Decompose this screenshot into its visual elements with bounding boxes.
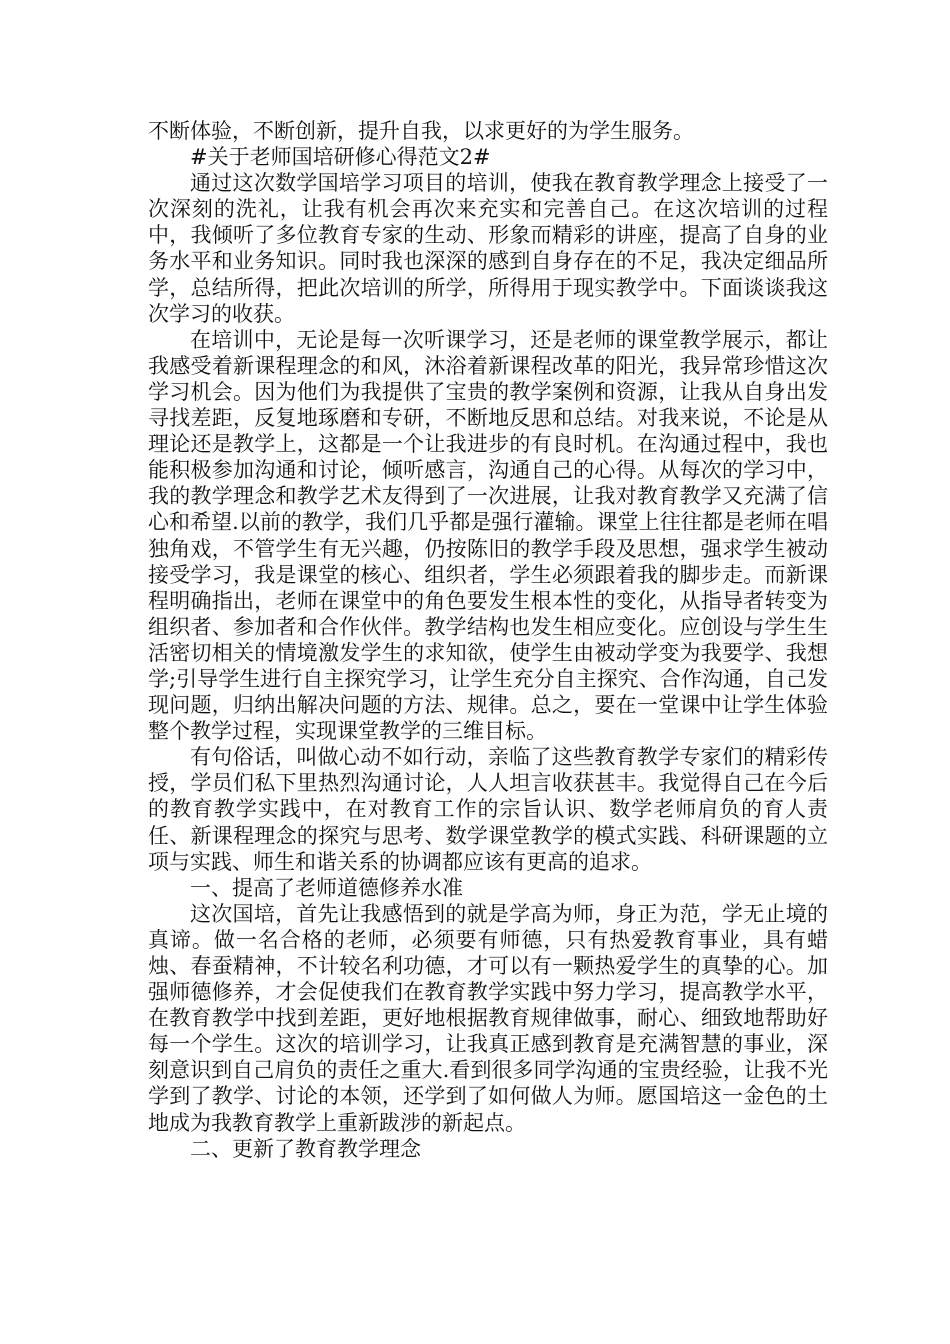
paragraph-training: 在培训中，无论是每一次听课学习，还是老师的课堂教学展示，都让我感受着新课程理念的和风，沐浴着新课程改革的阳光，我异常珍惜这次学习机会。因为他们为我提供了宝贵的教学案例和资源，让我从自身出发寻找差距，反复地琢磨和专研，不断地反思和总结。对我来说，不论是从理论还是教学上，这都是一个让我进步的有良时机。在沟通过程中，我也能积极参加沟通和讨论，倾听感言，沟通自己的心得。从每次的学习中，我的教学理念和教学艺术友得到了一次进展，让我对教育教学又充满了信心和希望.以前的教学，我们几乎都是强行灌输。课堂上往往都是老师在唱独角戏，不管学生有无兴趣，仍按陈旧的教学手段及思想，强求学生被动接受学习，我是课堂的核心、组织者，学生必须跟着我的脚步走。而新课程明确指出，老师在课堂中的角色要发生根本性的变化，从指导者转变为组织者、参加者和合作伙伴。教学结构也发生相应变化。应创设与学生生活密切相关的情境激发学生的求知欲，使学生由被动学变为我要学、我想学;引导学生进行自主探究学习，让学生充分自主探究、合作沟通，自己发现问题，归纳出解决问题的方法、规律。总之，要在一堂课中让学生体验整个教学过程，实现课堂教学的三维目标。 <box>148 327 828 744</box>
subheading-ethics: 一、提高了老师道德修养水准 <box>190 875 463 900</box>
paragraph-continuation: 不断体验，不断创新，提升自我，以求更好的为学生服务。 <box>148 119 694 143</box>
paragraph-intro: 通过这次数学国培学习项目的培训，使我在教育教学理念上接受了一次深刻的洗礼，让我有机会再次来充实和完善自己。在这次培训的过程中，我倾听了多位教育专家的生动、形象而精彩的讲座，提高了自身的业务水平和业务知识。同时我也深深的感到自身存在的不足，我决定细品所学，总结所得，把此次培训的所学，所得用于现实教学中。下面谈谈我这次学习的收获。 <box>148 171 828 326</box>
subheading-concepts: 二、更新了教育教学理念 <box>190 1136 421 1161</box>
paragraph-ethics: 这次国培，首先让我感悟到的就是学高为师，身正为范，学无止境的真谛。做一名合格的老师，必须要有师德，只有热爱教育事业，具有蜡烛、春蚕精神，不计较名利功德，才可以有一颗热爱学生的真挚的心。加强师德修养，才会促使我们在教育教学实践中努力学习，提高教学水平，在教育教学中找到差距，更好地根据教育规律做事，耐心、细致地帮助好每一个学生。这次的培训学习，让我真正感到教育是充满智慧的事业，深刻意识到自己肩负的责任之重大.看到很多同学沟通的宝贵经验，让我不光学到了教学、讨论的本领，还学到了如何做人为师。愿国培这一金色的土地成为我教育教学上重新跋涉的新起点。 <box>148 901 828 1135</box>
document-body <box>148 118 828 1162</box>
section-heading-article-2: #关于老师国培研修心得范文2# <box>190 145 491 170</box>
paragraph-saying: 有句俗话，叫做心动不如行动，亲临了这些教育教学专家们的精彩传授，学员们私下里热烈沟通讨论，人人坦言收获甚丰。我觉得自己在今后的教育教学实践中，在对教育工作的宗旨认识、数学老师肩负的育人责任、新课程理念的探究与思考、数学课堂教学的模式实践、科研课题的立项与实践、师生和谐关系的协调都应该有更高的追求。 <box>148 745 828 874</box>
